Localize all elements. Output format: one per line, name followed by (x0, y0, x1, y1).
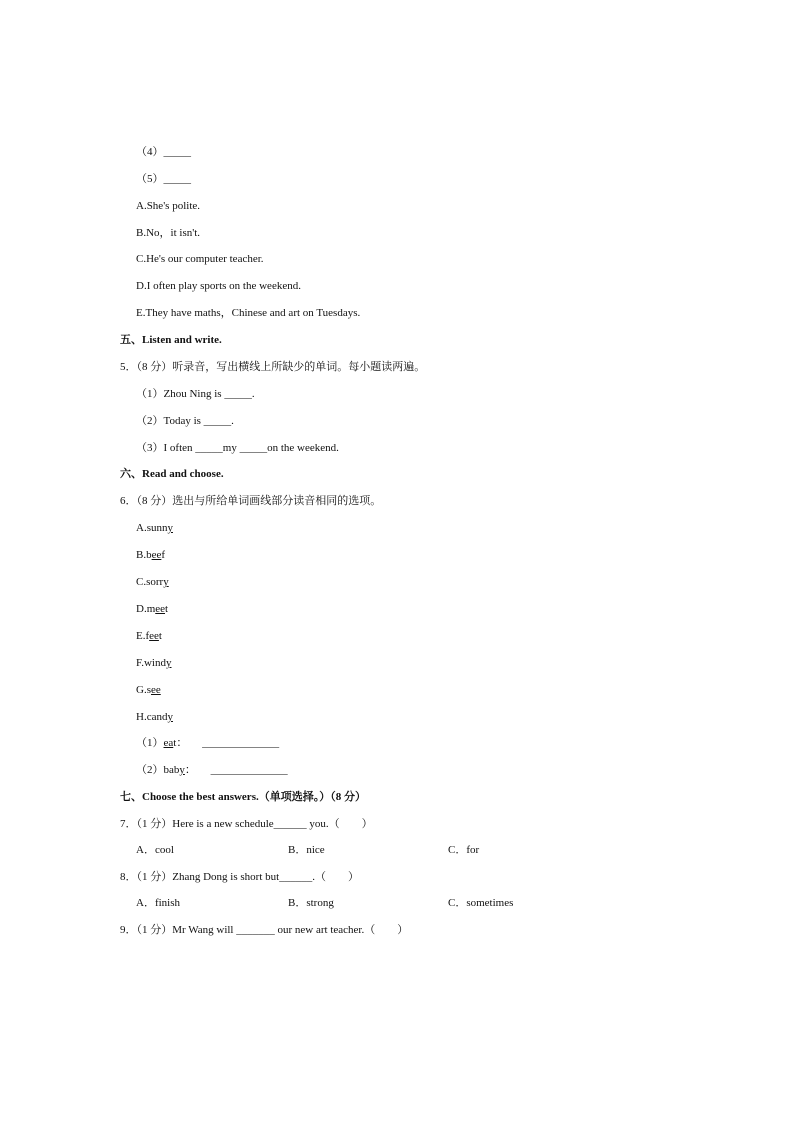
underlined-letters: ee (151, 549, 162, 561)
section-5-title: 五、Listen and write. (120, 334, 222, 346)
underlined-letters: ea (163, 737, 174, 749)
underlined-letters: y (167, 711, 173, 723)
underlined-letters: ee (149, 630, 159, 642)
phonics-option-a: A.sunny (136, 522, 173, 534)
question-7-option-a[interactable]: A．cool (136, 844, 174, 856)
write-blank[interactable]: _____ (195, 442, 223, 454)
answer-option-a: A.She's polite. (136, 200, 201, 212)
underlined-letters: y (167, 522, 173, 534)
answer-blank[interactable]: _____ (163, 146, 191, 158)
item-text: my (222, 442, 240, 454)
question-8-option-c[interactable]: C．sometimes (448, 897, 514, 909)
item-text: . (231, 415, 234, 427)
question-8-option-a[interactable]: A．finish (136, 897, 180, 909)
section-7-title: 七、Choose the best answers.（单项选择。）（8 分） (120, 791, 366, 803)
section-6-title: 六、Read and choose. (120, 468, 224, 480)
item-number: （4） (136, 146, 164, 158)
item-number: （1） (136, 737, 164, 749)
answer-item-5 (136, 172, 191, 186)
item-number: （5） (136, 173, 164, 185)
write-item-1 (136, 387, 255, 401)
answer-option-d: D.I often play sports on the weekend. (136, 280, 301, 292)
item-text: （3）I often (136, 442, 196, 454)
phonics-option-c: C.sorry (136, 576, 169, 588)
question-5: 5．（8 分）听录音，写出横线上所缺少的单词。每小题读两遍。 (120, 361, 426, 373)
answer-option-c: C.He's our computer teacher. (136, 253, 264, 265)
answer-blank[interactable]: ______________ (202, 737, 280, 749)
question-6: 6．（8 分）选出与所给单词画线部分读音相同的选项。 (120, 495, 382, 507)
phonics-option-b: B.beef (136, 549, 166, 561)
answer-item-4 (136, 145, 191, 159)
write-blank[interactable]: _____ (239, 442, 268, 454)
question-7-option-c[interactable]: C．for (448, 844, 480, 856)
phonics-option-g: G.see (136, 684, 161, 696)
underlined-letters: ee (155, 603, 166, 615)
question-7: 7．（1 分）Here is a new schedule______ you.（ ） (120, 818, 373, 830)
answer-option-e: E.They have maths，Chinese and art on Tuesdays. (136, 307, 361, 319)
answer-blank[interactable]: ______________ (210, 764, 288, 776)
underlined-letters: ee (150, 684, 161, 696)
write-blank[interactable]: _____ (203, 415, 232, 427)
write-blank[interactable]: _____ (224, 388, 252, 400)
phonics-item-1: （1）eat： ______________ (136, 737, 280, 749)
phonics-item-2: （2）baby： ______________ (136, 764, 288, 776)
question-8-option-b[interactable]: B．strong (288, 897, 334, 909)
question-8: 8．（1 分）Zhang Dong is short but______.（ ） (120, 871, 359, 883)
write-item-3 (136, 441, 339, 455)
write-item-2 (136, 414, 234, 428)
item-text: （2）Today is (136, 415, 204, 427)
phonics-option-h: H.candy (136, 711, 173, 723)
underlined-letters: y (166, 657, 172, 669)
phonics-option-f: F.windy (136, 657, 172, 669)
item-text: on the weekend. (267, 442, 339, 454)
item-number: （2） (136, 764, 164, 776)
item-text: . (251, 388, 255, 400)
question-9: 9．（1 分）Mr Wang will _______ our new art teacher.（ ） (120, 924, 409, 936)
question-7-option-b[interactable]: B．nice (288, 844, 325, 856)
phonics-option-e: E.feet (136, 630, 162, 642)
item-text: （1）Zhou Ning is (136, 388, 225, 400)
answer-option-b: B.No，it isn't. (136, 227, 201, 239)
underlined-letters: y (163, 576, 169, 588)
underlined-letters: y (179, 764, 185, 776)
phonics-option-d: D.meet (136, 603, 169, 615)
answer-blank[interactable]: _____ (163, 173, 191, 185)
